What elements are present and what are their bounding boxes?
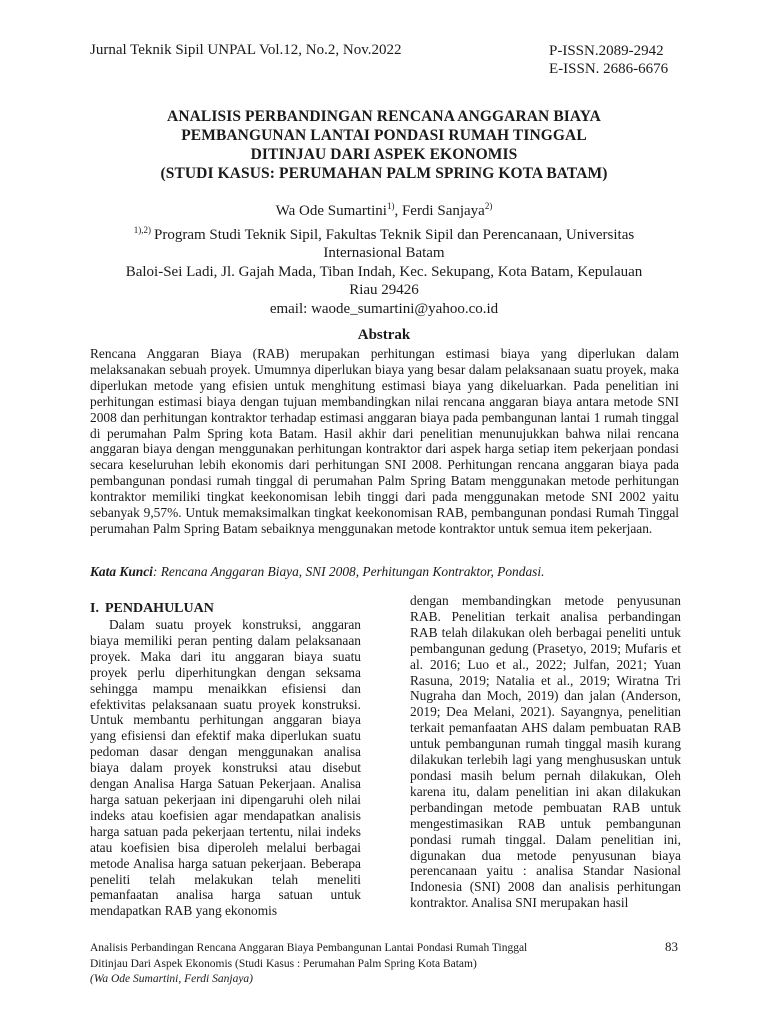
issn-block [549, 42, 668, 78]
address-line: Riau 29426 [349, 282, 419, 298]
author-separator: , [394, 203, 402, 219]
title-line: (STUDI KASUS: PERUMAHAN PALM SPRING KOTA BATAM) [160, 165, 608, 182]
footer-line: Ditinjau Dari Aspek Ekonomis (Studi Kasus : Perumahan Palm Spring Kota Batam) [90, 957, 477, 970]
author-names [60, 197, 708, 221]
journal-header: Jurnal Teknik Sipil UNPAL Vol.12, No.2, Nov.2022 [90, 42, 402, 58]
body-paragraph: Dalam suatu proyek konstruksi, anggaran biaya memiliki peran penting dalam pelaksanaan proyek. Maka dari itu anggaran biaya suatu proyek perlu diperhitungkan dengan seksama sehingga mampu menaikkan efisiensi dan efektivitas pelaksanaan suatu proyek konstruksi. Untuk membantu perhitungan anggaran biaya yang efisiensi dan efektif maka diperlukan suatu pedoman dasar dengan menggunakan analisa biaya dalam proyek konstruksi atau disebut dengan Analisa Harga Satuan Pekerjaan. Analisa harga satuan pekerjaan ini dipengaruhi oleh nilai indeks atau koefisien agar mendapatkan analisis harga satuan pada pekerjaan tertentu, nilai indeks atau koefisien bisa diperoleh melalui berbagai metode Analisa harga satuan pekerjaan. Beberapa peneliti telah melakukan telah meneliti pemanfaatan analisa harga satuan untuk mendapatkan RAB yang ekonomis [90, 617, 361, 919]
author-name: Wa Ode Sumartini [275, 203, 387, 219]
footer-line: Analisis Perbandingan Rencana Anggaran Biaya Pembangunan Lantai Pondasi Rumah Tinggal [90, 942, 528, 954]
p-issn: P-ISSN.2089-2942 [549, 43, 664, 59]
section-title: PENDAHULUAN [104, 601, 214, 616]
affiliation-line: Program Studi Teknik Sipil, Fakultas Teknik Sipil dan Perencanaan, Universitas [154, 226, 635, 243]
abstract-text: Rencana Anggaran Biaya (RAB) merupakan perhitungan estimasi biaya yang diperlukan dalam melaksanakan sebuah proyek. Umumnya diperlukan biaya yang besar dalam pelaksanaan suatu proyek, maka diperlukan metode yang efisien untuk menghitung estimasi biaya yang dikeluarkan. Pada penelitian ini perhitungan estimasi biaya dengan tujuan membandingkan nilai rencana anggaran biaya antara metode SNI 2008 dan perhitungan kontraktor terhadap estimasi anggaran biaya pada pembangunan lantai 1 rumah tinggal di perumahan Palm Spring kota Batam. Hasil akhir dari penelitian menunujukkan bahwa nilai rencana anggaran biaya dengan menggunakan perhitungan kontraktor dari aspek harga setiap item pekerjaan pondasi secara keseluruhan lebih ekonomis dari perhitungan SNI 2008. Perhitungan rencana anggaran biaya pada pembangunan pondasi rumah tinggal di perumahan Palm Spring Batam menggunakan metode perhitungan kontraktor memiliki tingkat keekonomisan lebih tinggi dari pada menggunakan metode SNI 2002 yaitu sebanyak 9,57%. Untuk memaksimalkan tingkat keekonomisan RAB, pembangunan pondasi Rumah Tinggal perumahan Palm Spring Batam sebaiknya menggunakan metode kontraktor untuk semua item pekerjaan. [90, 346, 679, 536]
body-paragraph: dengan membandingkan metode penyusunan RAB. Penelitian terkait analisa perbandingan RAB telah dilakukan oleh berbagai peneliti untuk pembangunan gedung (Prasetyo, 2019; Mufaris et al. 2016; Luo et al., 2022; Julfan, 2021; Yuan Rasuna, 2019; Natalia et al., 2019; Wiratna Tri Nugraha dan Moch, 2019) dan jalan (Anderson, 2019; Dea Melani, 2021). Sayangnya, penelitian terkait pemanfaatan AHS dalam pembuatan RAB untuk pembangunan rumah tinggal masih kurang dilakukan terlebih lagi yang menghususkan untuk pondasi masih belum pernah dilakukan, Oleh karena itu, dalam penelitian ini akan dilakukan perbandingan metode pembuatan RAB untuk mengestimasikan RAB untuk pembangunan pondasi rumah tinggal. Dalam penelitian ini, digunakan dua metode penyusunan biaya perencanaan yaitu : analisa Standar Nasional Indonesia (SNI) 2008 dan analisis perhitungan kontraktor. Analisa SNI merupakan hasil [410, 593, 681, 911]
title-line: ANALISIS PERBANDINGAN RENCANA ANGGARAN BIAYA [167, 108, 601, 125]
section-heading [90, 600, 361, 617]
author-name: Ferdi Sanjaya [401, 203, 485, 219]
affiliation [60, 221, 708, 245]
page-number: 83 [665, 939, 678, 954]
section-number: I. [90, 601, 99, 616]
left-column [90, 600, 361, 919]
keywords [90, 564, 679, 580]
abstract-heading: Abstrak [357, 327, 411, 343]
author-block [60, 197, 708, 318]
author-sup: 1) [386, 201, 395, 211]
right-column [410, 593, 681, 911]
title-line: DITINJAU DARI ASPEK EKONOMIS [250, 146, 518, 163]
page-footer [90, 941, 650, 988]
keywords-label: Kata Kunci [90, 564, 153, 579]
paper-title [60, 107, 708, 183]
author-sup: 2) [484, 201, 493, 211]
e-issn: E-ISSN. 2686-6676 [549, 61, 669, 77]
title-line: PEMBANGUNAN LANTAI PONDASI RUMAH TINGGAL [181, 127, 587, 144]
footer-authors: (Wa Ode Sumartini, Ferdi Sanjaya) [90, 973, 254, 985]
affiliation-sup: 1),2) [133, 224, 152, 235]
address-line: Baloi-Sei Ladi, Jl. Gajah Mada, Tiban Indah, Kec. Sekupang, Kota Batam, Kepulauan [125, 263, 643, 280]
affiliation-line: Internasional Batam [323, 245, 445, 261]
keywords-text: : Rencana Anggaran Biaya, SNI 2008, Perhitungan Kontraktor, Pondasi. [152, 564, 545, 579]
author-email: email: waode_sumartini@yahoo.co.id [269, 300, 499, 317]
